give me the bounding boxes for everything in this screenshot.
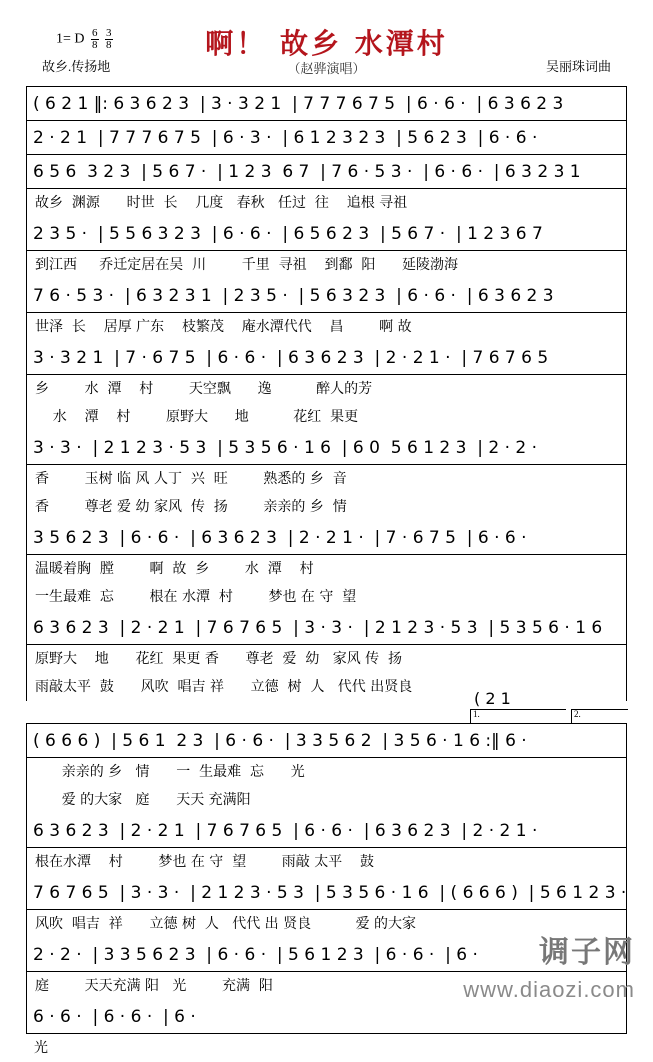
notation-text: 3 · 3 · | 2 1 2 3 · 5 3 | 5 3 5 6 · 1 6 | 6 0 5 6 1 2 3 | 2 · 2 · — [33, 437, 538, 458]
notation-row — [26, 341, 627, 375]
lyric-row: 亲亲的 乡 情 一 生最难 忘 光 — [26, 758, 627, 786]
notation-text: 6 5 6 3 2 3 | 5 6 7 · | 1 2 3 6 7 | 7 6 · 5 3 · | 6 · 6 · | 6 3 2 3 1 — [33, 161, 581, 182]
notation-row — [26, 611, 627, 645]
lyric-row: 风吹 唱吉 祥 立德 树 人 代代 出 贤良 爱 的大家 — [26, 910, 627, 938]
notation-text: 2 · 2 · | 3 3 5 6 2 3 | 6 · 6 · | 5 6 1 2 3 | 6 · 6 · | 6 · — [33, 944, 478, 965]
notation-row — [26, 1000, 627, 1034]
lyric-row: 世泽 长 居厚 广东 枝繁茂 庵水潭代代 昌 啊 故 — [26, 313, 627, 341]
score-header — [0, 0, 653, 86]
notation-row — [26, 121, 627, 155]
composer-credit: 吴丽珠词曲 — [545, 59, 611, 74]
notation-row — [26, 723, 627, 758]
time-sig-1-num: 6 — [92, 27, 98, 39]
notation-row — [26, 876, 627, 910]
lyric-row: 温暖着胸 膛 啊 故 乡 水 潭 村 — [26, 555, 627, 583]
ending-bracket-1 — [470, 709, 566, 724]
notation-text: 6 · 6 · | 6 · 6 · | 6 · — [33, 1006, 196, 1027]
ending-1-label: 1. — [473, 709, 480, 719]
notation-row — [26, 155, 627, 189]
staff-section-1 — [26, 86, 627, 701]
time-sig-2-den: 8 — [106, 39, 112, 51]
lyric-row: 乡 水 潭 村 天空飘 逸 醉人的芳 — [26, 375, 627, 403]
notation-text: 7 6 · 5 3 · | 6 3 2 3 1 | 2 3 5 · | 5 6 3 2 3 | 6 · 6 · | 6 3 6 2 3 — [33, 285, 554, 306]
lyric-row: 原野大 地 花红 果更 香 尊老 爱 幼 家风 传 扬 — [26, 645, 627, 673]
lyric-row: 根在水潭 村 梦也 在 守 望 雨敲 太平 鼓 — [26, 848, 627, 876]
notation-text: 6 3 6 2 3 | 2 · 2 1 | 7 6 7 6 5 | 3 · 3 · | 2 1 2 3 · 5 3 | 5 3 5 6 · 1 6 — [33, 617, 603, 638]
notation-row — [26, 217, 627, 251]
notation-text: ( 6 2 1 ‖: 6 3 6 2 3 | 3 · 3 2 1 | 7 7 7 6 7 5 | 6 · 6 · | 6 3 6 2 3 — [33, 93, 564, 114]
notation-text: 2 · 2 1 | 7 7 7 6 7 5 | 6 · 3 · | 6 1 2 3 2 3 | 5 6 2 3 | 6 · 6 · — [33, 127, 538, 148]
lyric-row-verse2: 水 潭 村 原野大 地 花红 果更 — [26, 403, 627, 431]
ending-pickup-notes: ( 2 1 — [474, 689, 511, 708]
lyric-row: 庭 天天充满 阳 光 充满 阳 — [26, 972, 627, 1000]
notation-row — [26, 938, 627, 972]
staff-section-2 — [26, 723, 627, 1062]
notation-row — [26, 521, 627, 555]
notation-row — [26, 279, 627, 313]
time-sig-2-num: 3 — [106, 27, 112, 39]
lyric-row: 光 — [34, 1040, 48, 1056]
lyric-row: 到江西 乔迁定居在吴 川 千里 寻祖 到鄱 阳 延陵渤海 — [26, 251, 627, 279]
lyric-row-verse2: 雨敲太平 鼓 风吹 唱吉 祥 立德 树 人 代代 出贤良 — [26, 673, 627, 701]
notation-text: 6 3 6 2 3 | 2 · 2 1 | 7 6 7 6 5 | 6 · 6 · | 6 3 6 2 3 | 2 · 2 1 · — [33, 820, 538, 841]
key-label: 1= D — [56, 31, 85, 47]
site-url-watermark: www.diaozi.com — [463, 977, 635, 1002]
notation-row — [26, 86, 627, 121]
time-sig-1-den: 8 — [92, 39, 98, 51]
lyric-row-verse2: 香 尊老 爱 幼 家风 传 扬 亲亲的 乡 情 — [26, 493, 627, 521]
site-brand-watermark: 调子网 — [539, 935, 635, 970]
ending-bracket-2 — [571, 709, 628, 724]
singer-credit: （赵骅演唱） — [287, 61, 366, 76]
volta-section — [26, 689, 627, 723]
notation-row — [26, 814, 627, 848]
notation-text: 3 5 6 2 3 | 6 · 6 · | 6 3 6 2 3 | 2 · 2 1 · | 7 · 6 7 5 | 6 · 6 · — [33, 527, 527, 548]
lyric-row: 香 玉树 临 风 人丁 兴 旺 熟悉的 乡 音 — [26, 465, 627, 493]
ending-2-label: 2. — [574, 709, 581, 719]
lyric-row-verse2: 爱 的大家 庭 天天 充满阳 — [26, 786, 627, 814]
notation-text: 3 · 3 2 1 | 7 · 6 7 5 | 6 · 6 · | 6 3 6 2 3 | 2 · 2 1 · | 7 6 7 6 5 — [33, 347, 549, 368]
notation-text: 2 3 5 · | 5 5 6 3 2 3 | 6 · 6 · | 6 5 6 2 3 | 5 6 7 · | 1 2 3 6 7 — [33, 223, 543, 244]
page-title: 啊！ 故乡 水潭村 — [205, 27, 448, 60]
notation-text: ( 6 6 6 ) | 5 6 1 2 3 | 6 · 6 · | 3 3 5 6 2 | 3 5 6 · 1 6 :‖ 6 · — [33, 730, 527, 751]
lyric-row: 故乡 渊源 时世 长 几度 春秋 任过 往 追根 寻祖 — [26, 189, 627, 217]
notation-row — [26, 431, 627, 465]
subtitle-text: 故乡.传扬地 — [42, 59, 111, 74]
lyric-row-verse2: 一生最难 忘 根在 水潭 村 梦也 在 守 望 — [26, 583, 627, 611]
notation-text: 7 6 7 6 5 | 3 · 3 · | 2 1 2 3 · 5 3 | 5 3 5 6 · 1 6 | ( 6 6 6 ) | 5 6 1 2 3 · — [33, 882, 627, 903]
ending-brackets — [26, 689, 627, 723]
